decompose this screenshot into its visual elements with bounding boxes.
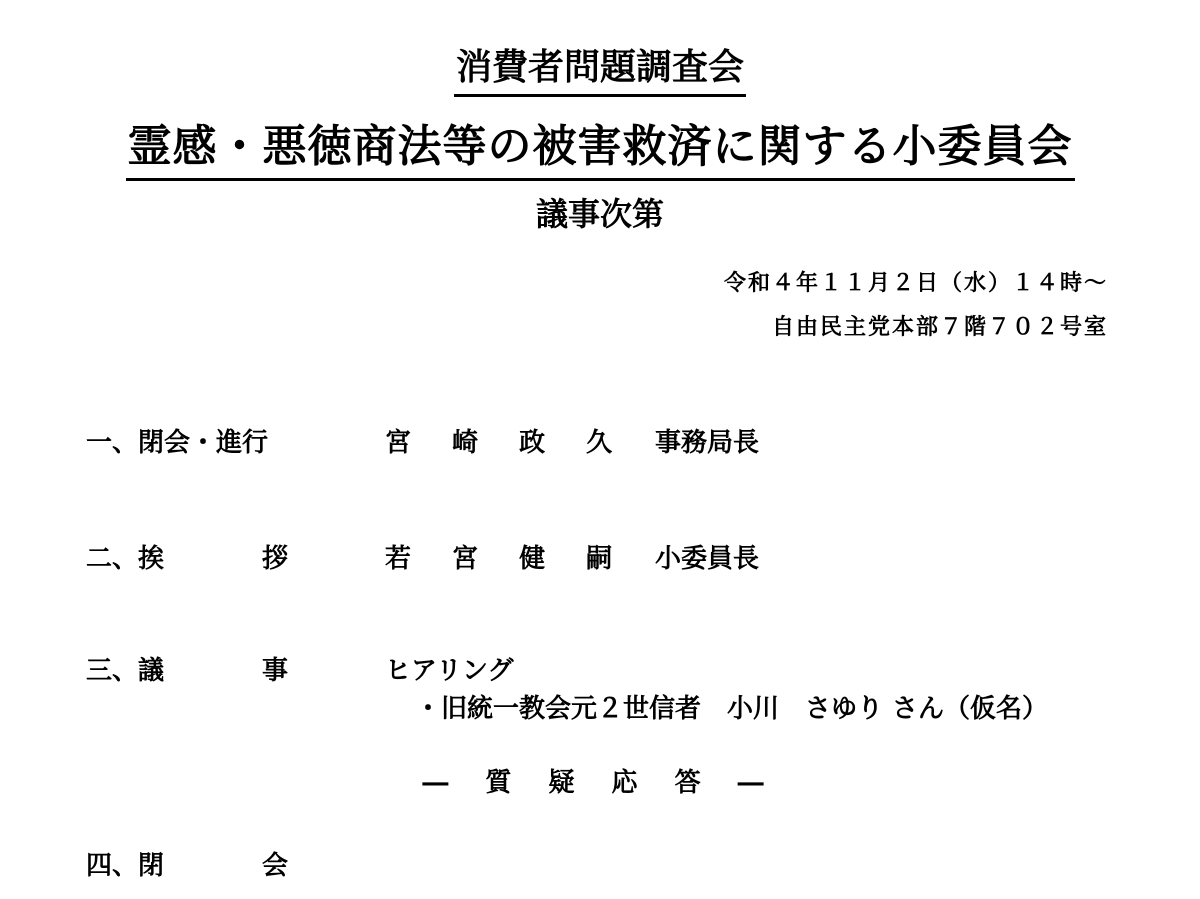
- qa-section: ― 質 疑 応 答 ―: [422, 768, 778, 798]
- agenda-item-4-label-b: 会: [262, 851, 289, 881]
- agenda-item-3-label-a: 三、議: [86, 656, 165, 686]
- agenda-item-3-content: ヒアリング: [385, 656, 514, 686]
- agenda-item-1-person: 宮 崎 政 久: [385, 428, 629, 458]
- agenda-item-3-label-b: 事: [262, 656, 289, 686]
- org-title: [0, 42, 1200, 97]
- org-title-text: 消費者問題調査会: [454, 42, 746, 97]
- agenda-item-2-label-a: 二、挨: [86, 544, 165, 574]
- agenda-item-2-label-b: 拶: [262, 544, 289, 574]
- meeting-location: 自由民主党本部７階７０２号室: [771, 314, 1108, 340]
- agenda-item-1-title: 事務局長: [655, 428, 760, 458]
- agenda-item-4-label-a: 四、閉: [86, 851, 165, 881]
- meeting-datetime: 令和４年１１月２日（水）１４時～: [723, 270, 1108, 296]
- agenda-item-2-person: 若 宮 健 嗣: [385, 544, 629, 574]
- committee-title-text: 霊感・悪徳商法等の被害救済に関する小委員会: [126, 118, 1075, 181]
- agenda-item-2-title: 小委員長: [655, 544, 760, 574]
- committee-title: [0, 118, 1200, 181]
- agenda-item-3-sub: ・旧統一教会元２世信者 小川 さゆり さん（仮名）: [415, 694, 1049, 724]
- agenda-item-1-label: 一、閉会・進行: [86, 428, 269, 458]
- document-type: 議事次第: [535, 195, 664, 233]
